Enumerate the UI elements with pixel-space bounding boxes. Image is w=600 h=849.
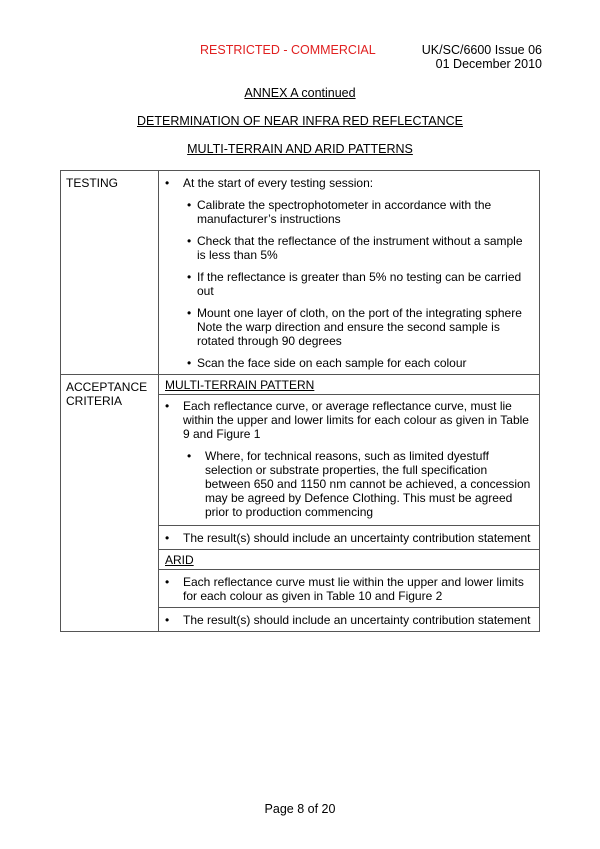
testing-row bbox=[61, 171, 540, 375]
bullet-icon: • bbox=[187, 356, 192, 370]
bullet-icon: • bbox=[165, 176, 170, 190]
list-item: • Each reflectance curve must lie within the upper and lower limits for each colour as given in Table 10 and Figure 2 bbox=[159, 570, 539, 608]
list-item: • Where, for technical reasons, such as limited dyestuff selection or substrate properties, the full specification between 650 and 1150 nm cannot be achieved, a concession may be agreed by Defence Clothing. This must be agreed prior to production commencing bbox=[187, 449, 531, 519]
bullet-icon: • bbox=[187, 198, 192, 212]
subtitle: MULTI-TERRAIN AND ARID PATTERNS bbox=[187, 142, 413, 156]
bullet-icon: • bbox=[187, 306, 192, 320]
doc-number: UK/SC/6600 Issue 06 bbox=[421, 43, 542, 57]
list-item: • Scan the face side on each sample for each colour bbox=[187, 356, 467, 370]
bullet-icon: • bbox=[165, 575, 170, 589]
document-reference bbox=[422, 43, 542, 71]
page-number: Page 8 of 20 bbox=[264, 802, 336, 816]
list-item: • The result(s) should include an uncertainty contribution statement bbox=[165, 613, 531, 627]
bullet-icon: • bbox=[165, 613, 170, 627]
acceptance-label: ACCEPTANCE CRITERIA bbox=[61, 375, 159, 632]
list-item: • Each reflectance curve, or average reflectance curve, must lie within the upper and lower limits for each colour as given in Table 9 and Figure 1 bbox=[165, 399, 529, 441]
main-title: DETERMINATION OF NEAR INFRA RED REFLECTANCE bbox=[137, 114, 463, 128]
acceptance-content bbox=[159, 375, 540, 632]
bullet-icon: • bbox=[187, 234, 192, 248]
list-item: • At the start of every testing session: bbox=[165, 176, 374, 190]
arid-heading: ARID bbox=[159, 550, 539, 570]
bullet-icon: • bbox=[187, 449, 192, 463]
list-item: • Check that the reflectance of the instrument without a sample is less than 5% bbox=[187, 234, 523, 262]
bullet-icon: • bbox=[187, 270, 192, 284]
acceptance-row bbox=[61, 375, 540, 632]
classification-marking: RESTRICTED - COMMERCIAL bbox=[200, 43, 376, 57]
annex-title: ANNEX A continued bbox=[244, 86, 356, 100]
bullet-icon: • bbox=[165, 399, 170, 413]
list-item: • If the reflectance is greater than 5% no testing can be carried out bbox=[187, 270, 522, 298]
testing-label: TESTING bbox=[61, 171, 159, 375]
list-item: • Calibrate the spectrophotometer in accordance with the manufacturer’s instructions bbox=[187, 198, 492, 226]
testing-content bbox=[159, 171, 540, 375]
bullet-icon: • bbox=[165, 531, 170, 545]
multi-terrain-heading: MULTI-TERRAIN PATTERN bbox=[159, 375, 539, 395]
doc-date: 01 December 2010 bbox=[435, 57, 542, 71]
spec-table bbox=[60, 170, 540, 632]
list-item: • Mount one layer of cloth, on the port of the integrating sphere Note the warp direction and ensure the second sample is rotated through 90 degrees bbox=[187, 306, 522, 348]
list-item: • The result(s) should include an uncertainty contribution statement bbox=[159, 526, 539, 550]
